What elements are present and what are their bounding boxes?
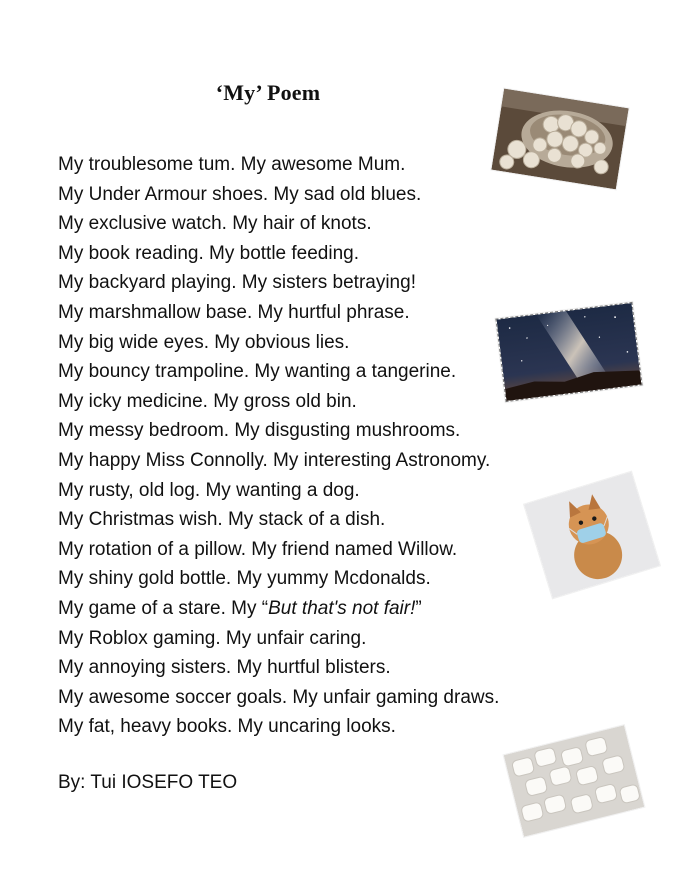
poem-line: My troublesome tum. My awesome Mum. <box>58 154 406 175</box>
poem-title: ‘My’ Poem <box>215 80 321 105</box>
poem-line: My bouncy trampoline. My wanting a tangerine. <box>58 361 457 383</box>
poem-line: My rusty, old log. My wanting a dog. <box>58 479 360 501</box>
marshmallows-photo <box>504 725 645 837</box>
author-byline: By: Tui IOSEFO TEO <box>58 772 238 793</box>
poem-line: My Christmas wish. My stack of a dish. <box>58 509 386 531</box>
dog-photo <box>524 472 660 598</box>
poem-line: My marshmallow base. My hurtful phrase. <box>58 301 410 323</box>
poem-body <box>58 150 499 742</box>
stare-close: ” <box>415 597 422 619</box>
stare-lead: My game of a stare. My “ <box>58 597 269 619</box>
poem-line-stare <box>58 594 499 624</box>
poem-line: My awesome soccer goals. My unfair gaming draws. <box>58 686 500 708</box>
poem-line: My happy Miss Connolly. My interesting Astronomy. <box>58 449 491 471</box>
poem-line: My big wide eyes. My obvious lies. <box>58 331 350 353</box>
milky-way-photo <box>495 302 642 402</box>
poem-line: My Under Armour shoes. My sad old blues. <box>58 183 422 205</box>
poem-line: My exclusive watch. My hair of knots. <box>58 213 372 235</box>
poem-line: My fat, heavy books. My uncaring looks. <box>58 716 396 738</box>
poem-line: My book reading. My bottle feeding. <box>58 242 360 264</box>
poem-line: My shiny gold bottle. My yummy Mcdonalds. <box>58 568 431 590</box>
poem-line: My backyard playing. My sisters betraying! <box>58 272 416 294</box>
poem-line: My Roblox gaming. My unfair caring. <box>58 627 367 649</box>
poem-line: My icky medicine. My gross old bin. <box>58 390 357 412</box>
stare-quote: But that's not fair! <box>268 597 416 619</box>
poem-line: My messy bedroom. My disgusting mushrooms. <box>58 420 461 442</box>
poem-line: My rotation of a pillow. My friend named Willow. <box>58 538 458 560</box>
mushrooms-photo <box>491 89 628 190</box>
poem-line: My annoying sisters. My hurtful blisters. <box>58 657 391 679</box>
